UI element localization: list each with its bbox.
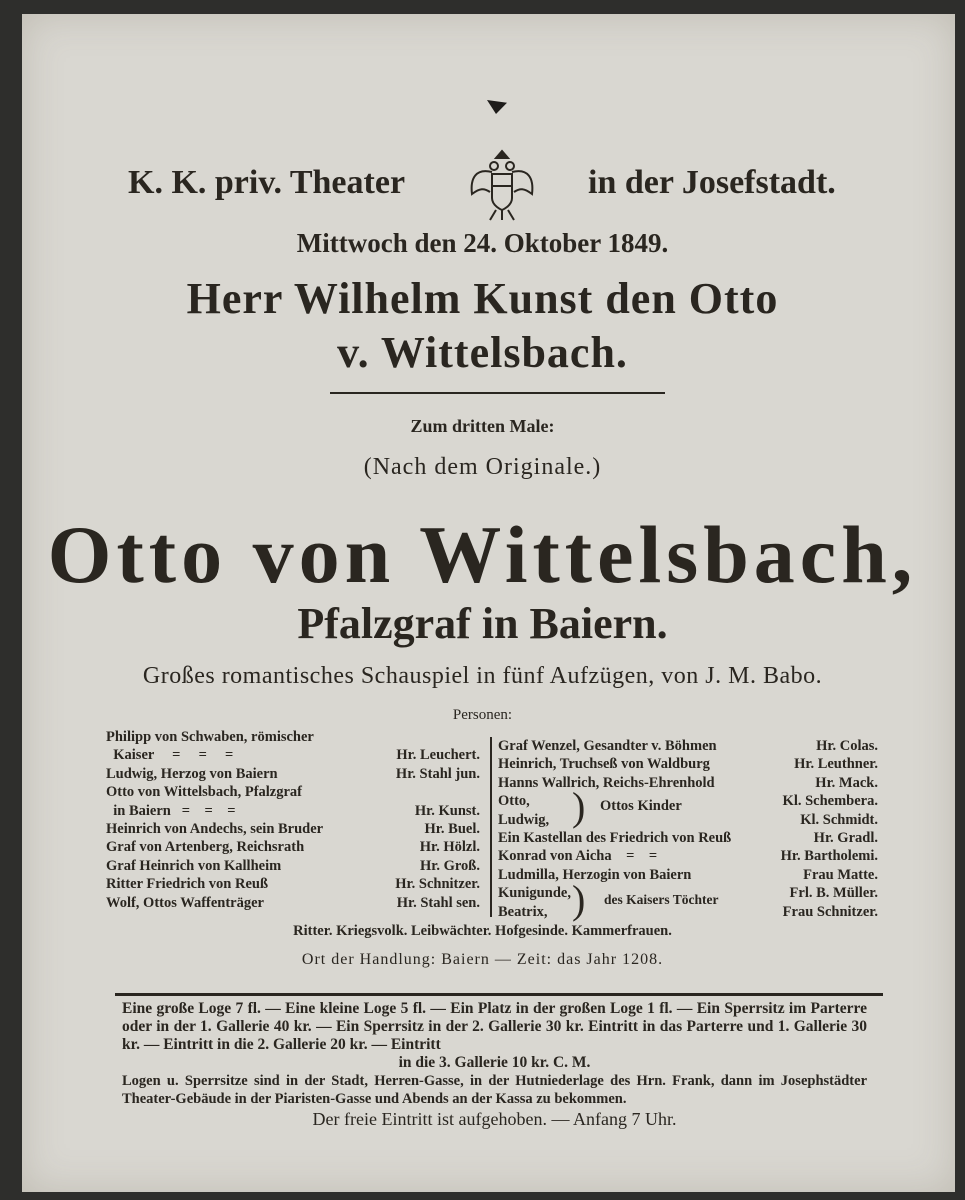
actor: Frau Matte. <box>803 866 878 883</box>
role: Wolf, Ottos Waffenträger <box>106 894 264 911</box>
setting-line: Ort der Handlung: Baiern — Zeit: das Jahr 1208. <box>301 951 664 968</box>
role: Ritter Friedrich von Reuß <box>106 876 269 893</box>
actor: Hr. Schnitzer. <box>395 876 480 893</box>
header-right: in der Josefstadt. <box>588 164 836 201</box>
actor: Frau Schnitzer. <box>782 903 878 920</box>
role: Ein Kastellan des Friedrich von Reuß <box>498 829 732 846</box>
divider <box>330 392 665 394</box>
divider <box>115 993 883 996</box>
cast-row <box>498 829 878 847</box>
cast-row <box>106 894 480 912</box>
cast-row <box>498 774 878 792</box>
cast-row <box>106 728 480 746</box>
cast-row <box>106 746 480 764</box>
column-divider <box>490 737 492 917</box>
cast-row <box>106 875 480 893</box>
cast-row <box>498 811 878 829</box>
actor: Hr. Buel. <box>424 820 480 837</box>
actor: Hr. Bartholemi. <box>780 848 878 865</box>
actor: Hr. Hölzl. <box>419 839 480 856</box>
cast-list-left <box>106 728 480 912</box>
brace: ) <box>572 784 586 829</box>
start-time: Der freie Eintritt ist aufgehoben. — Anfang 7 Uhr. <box>312 1109 677 1129</box>
guest-performer <box>0 272 965 380</box>
role: in Baiern = = = <box>106 802 236 819</box>
guest-line-1: Herr Wilhelm Kunst den Otto <box>186 274 779 323</box>
actor: Hr. Leuthner. <box>794 756 878 773</box>
actor: Hr. Gradl. <box>813 829 878 846</box>
play-description: Großes romantisches Schauspiel in fünf Aufzügen, von J. M. Babo. <box>142 663 823 689</box>
ticket-info: Logen u. Sperrsitze sind in der Stadt, Herren-Gasse, in der Hutniederlage des Hrn. Frank, dann im Josephstädter Theater-Gebäude in der Piaristen-Gasse und Abends an der Kassa zu bekommen. <box>122 1073 867 1107</box>
personen-label: Personen: <box>452 707 513 723</box>
brace: ) <box>572 877 586 922</box>
cast-row <box>106 857 480 875</box>
group-daughters: des Kaisers Töchter <box>604 892 719 907</box>
cast-row <box>498 737 878 755</box>
actor: Frl. B. Müller. <box>789 885 878 902</box>
actor: Hr. Groß. <box>419 857 480 874</box>
actor: Hr. Mack. <box>815 774 878 791</box>
cast-row <box>106 820 480 838</box>
performance-date: Mittwoch den 24. Oktober 1849. <box>296 228 669 258</box>
role: Ludwig, <box>498 811 550 828</box>
price-info <box>122 1000 867 1128</box>
cast-row <box>498 847 878 865</box>
play-title: Otto von Wittelsbach, <box>47 509 918 600</box>
actor: Hr. Stahl jun. <box>395 765 480 782</box>
actor: Hr. Leuchert. <box>396 747 480 764</box>
role: Ludwig, Herzog von Baiern <box>106 765 278 782</box>
eagle-crest-icon <box>466 148 538 224</box>
cast-row <box>498 755 878 773</box>
cast-row <box>106 802 480 820</box>
role: Otto, <box>498 793 530 810</box>
role: Kunigunde, <box>498 885 571 902</box>
role: Graf von Artenberg, Reichsrath <box>106 839 305 856</box>
role: Graf Wenzel, Gesandter v. Böhmen <box>498 738 717 754</box>
cast-row <box>106 838 480 856</box>
cast-row <box>498 866 878 884</box>
performance-count: Zum dritten Male: <box>410 416 555 436</box>
actor: Hr. Kunst. <box>414 802 480 819</box>
cast-row <box>498 792 878 810</box>
cast-row <box>106 783 480 801</box>
role: Heinrich, Truchseß von Waldburg <box>498 756 710 773</box>
guest-line-2: v. Wittelsbach. <box>337 328 628 377</box>
header-left: K. K. priv. Theater <box>128 164 406 201</box>
prices-end: in die 3. Gallerie 10 kr. C. M. <box>398 1054 591 1071</box>
role: Heinrich von Andechs, sein Bruder <box>106 820 324 837</box>
role: Beatrix, <box>498 903 548 920</box>
role: Konrad von Aicha = = <box>498 848 658 865</box>
role: Kaiser = = = <box>106 747 234 764</box>
actor: Kl. Schembera. <box>782 793 878 810</box>
actor: Hr. Stahl sen. <box>396 894 480 911</box>
prices-text: Eine große Loge 7 fl. — Eine kleine Loge 5 fl. — Ein Platz in der großen Loge 1 fl. — Ein Sperrsitz im Parterre oder in der 1. Gallerie 40 kr. — Ein Sperrsitz in der 2. Gallerie 30 kr. Eintritt in das Parterre und 1. Gallerie 30 kr. — Eintritt in die 2. Gallerie 20 kr. — Eintritt <box>122 1000 867 1053</box>
role: Otto von Wittelsbach, Pfalzgraf <box>106 784 302 801</box>
role: Hanns Wallrich, Reichs-Ehrenhold <box>498 774 715 791</box>
actor: Hr. Colas. <box>816 738 878 754</box>
version-note: (Nach dem Originale.) <box>363 454 602 480</box>
actor: Kl. Schmidt. <box>800 811 878 828</box>
role: Ludmilla, Herzogin von Baiern <box>498 866 692 883</box>
group-children: Ottos Kinder <box>600 798 682 814</box>
role: Philipp von Schwaben, römischer <box>106 729 314 745</box>
extras-line: Ritter. Kriegsvolk. Leibwächter. Hofgesinde. Kammerfrauen. <box>293 923 672 939</box>
role: Graf Heinrich von Kallheim <box>106 857 282 874</box>
cast-row <box>106 765 480 783</box>
play-subtitle: Pfalzgraf in Baiern. <box>297 599 668 648</box>
